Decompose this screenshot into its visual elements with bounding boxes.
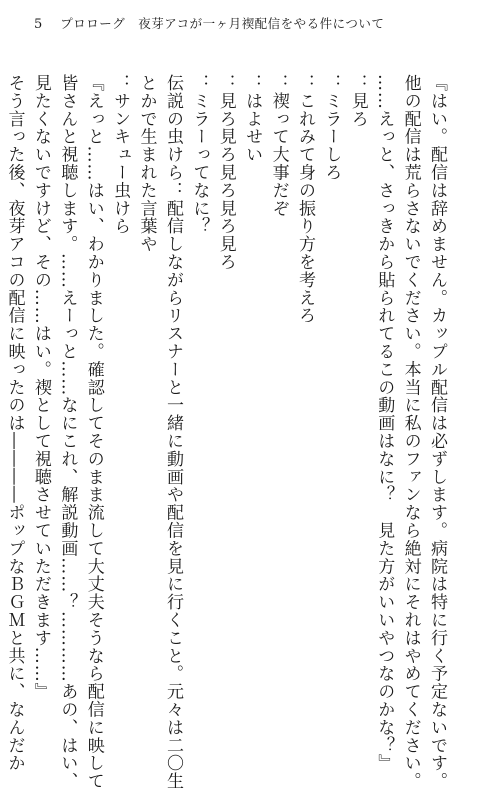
- text-line: ：ミラーしろ: [321, 74, 342, 182]
- text-line: ：ミラーってなに？: [189, 74, 210, 236]
- text-line: そう言った後、夜芽アコの配信に映ったのは――――ポップなＢＧＭと共に、なんだか: [4, 74, 25, 773]
- text-line: とかで生まれた言葉や: [136, 74, 157, 253]
- text-line: ：禊って大事だぞ: [268, 74, 289, 218]
- text-line: ……えっと、さっきから貼られてるこの動画はなに？ 見た方がいいやつなのかな？』: [374, 74, 395, 773]
- page-header: [34, 14, 384, 36]
- text-line: ：見ろ見ろ見ろ見ろ見ろ: [215, 74, 236, 271]
- text-line: 皆さんと視聴します。……えーっと……なにこれ、解説動画……？…………あの、はい、: [57, 74, 78, 790]
- text-line: ：サンキュー虫けら: [110, 74, 131, 236]
- text-line: 見たくないですけど、その……はい。禊として視聴させていただきます……』: [30, 74, 51, 701]
- page-number: 5: [34, 17, 43, 32]
- text-line: 『はい。配信は辞めません。カップル配信は必ずします。病院は特に行く予定ないです。: [427, 74, 447, 790]
- text-line: 伝説の虫けら：配信しながらリスナーと一緒に動画や配信を見に行くこと。元々は二〇生: [162, 74, 183, 790]
- text-line: 『えっと……はい、わかりました。確認してそのまま流して大丈夫そうなら配信に映して: [83, 74, 104, 790]
- text-line: ：見ろ: [347, 74, 368, 128]
- text-line: [0, 74, 1, 686]
- text-line: ：はよせい: [242, 74, 263, 164]
- vertical-body-text: [4, 74, 450, 790]
- text-line: ：これみて身の振り方を考えろ: [294, 74, 315, 325]
- running-head: プロローグ 夜芽アコが一ヶ月禊配信をやる件について: [60, 16, 385, 31]
- text-line: 他の配信は荒らさないでください。本当に私のファンなら絶対にそれはやめてください。: [400, 74, 421, 790]
